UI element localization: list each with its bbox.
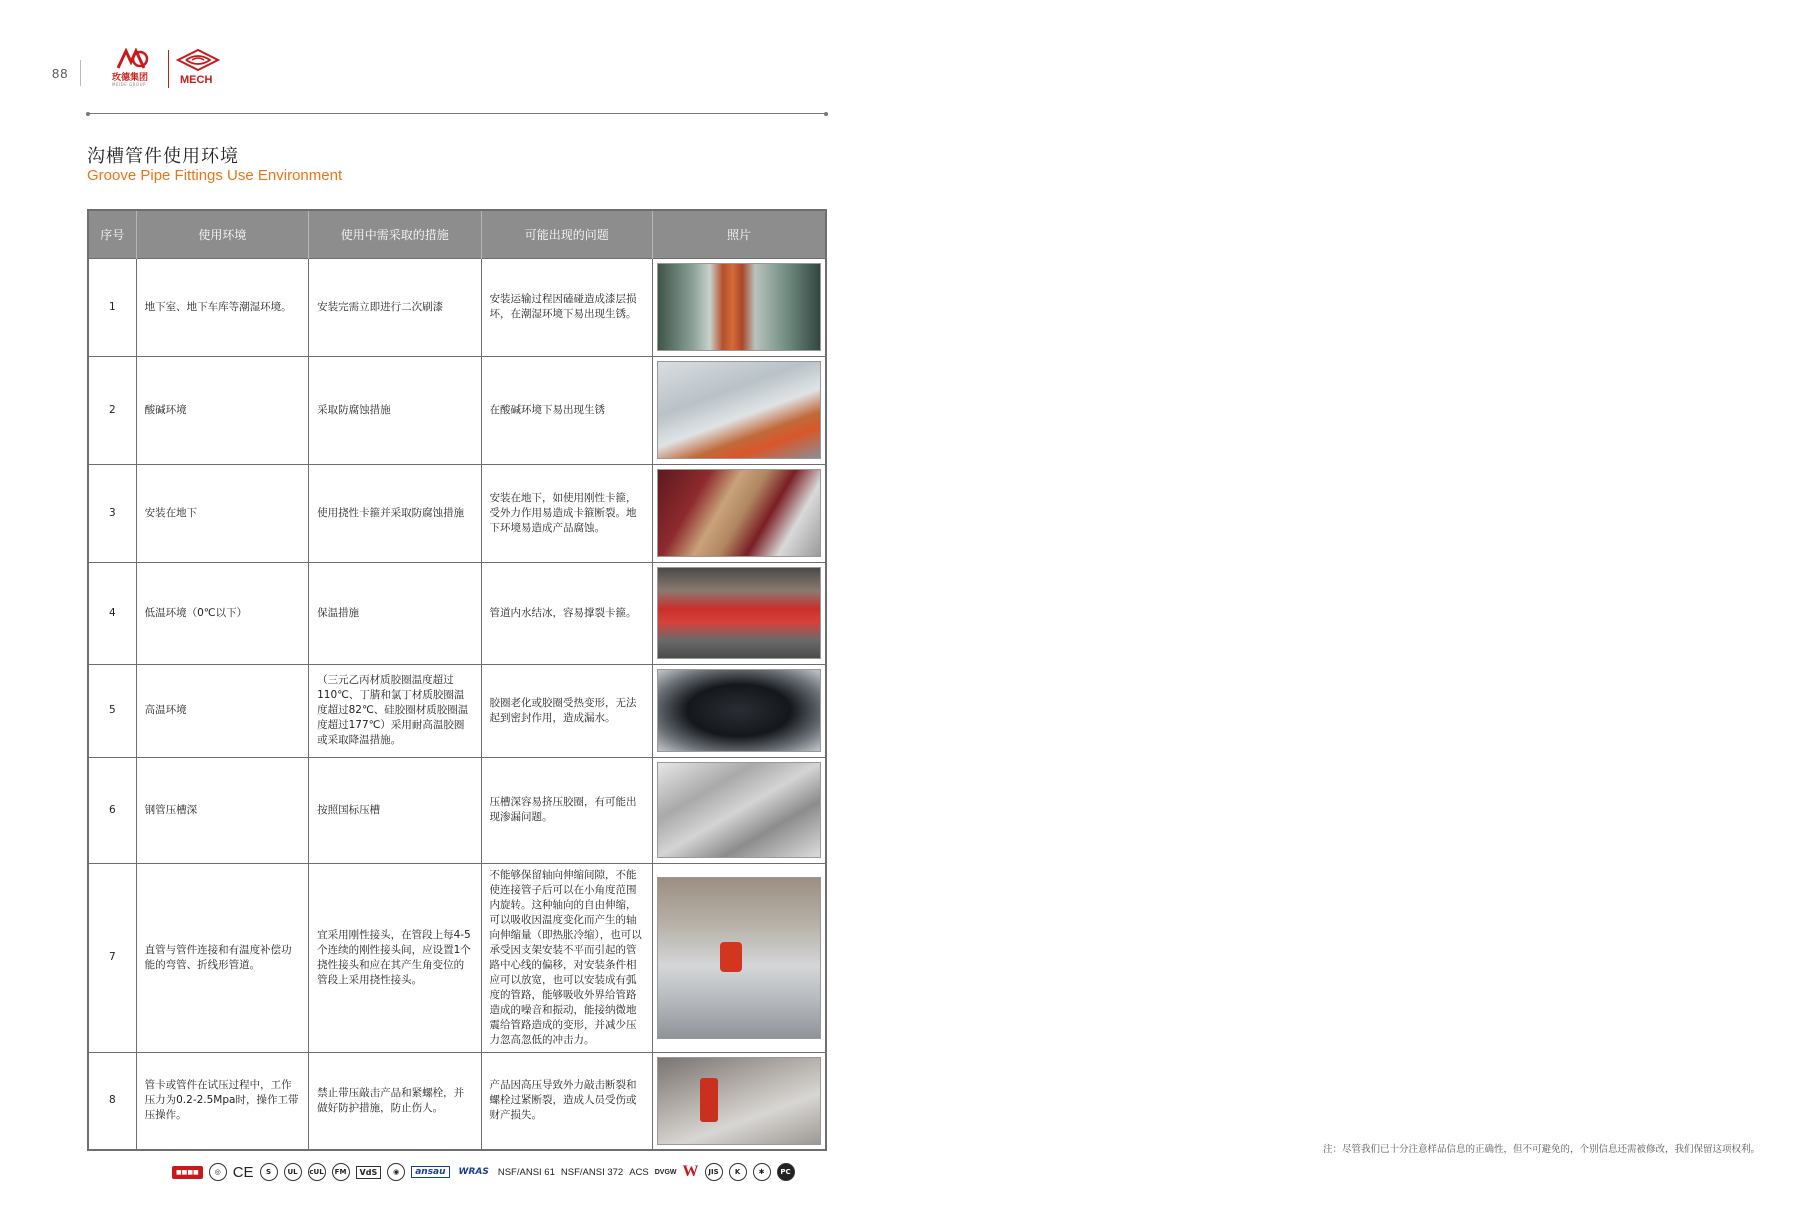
photo-deformed-gasket: [657, 669, 821, 752]
page-number: 88: [52, 66, 69, 81]
photo-deep-groove: [657, 762, 821, 858]
cert-round-icon: ◎: [209, 1163, 227, 1181]
cert-w: W: [682, 1163, 699, 1180]
cert-ul-listed-icon: cUL: [308, 1163, 326, 1181]
red-elbow-fitting: [720, 942, 742, 972]
row-problem: 管道内水结冰，容易撑裂卡箍。: [481, 562, 652, 664]
row-env: 酸碱环境: [136, 356, 308, 464]
cert-nsf61: NSF/ANSI 61: [497, 1166, 555, 1178]
row-measure: 禁止带压敲击产品和紧螺栓，并做好防护措施，防止伤人。: [309, 1052, 481, 1150]
table-row: [88, 1052, 826, 1150]
row-env: 直管与管件连接和有温度补偿功能的弯管、折线形管道。: [136, 863, 308, 1052]
cert-ul-icon: UL: [284, 1163, 302, 1181]
brand-en: MEIDE GROUP: [112, 82, 146, 87]
row-num: 1: [88, 258, 136, 356]
cert-seal-icon: ✱: [753, 1163, 771, 1181]
cert-nsf372: NSF/ANSI 372: [560, 1166, 624, 1178]
row-measure: 保温措施: [309, 562, 481, 664]
row-measure: 安装完需立即进行二次刷漆: [309, 258, 481, 356]
header-problem: 可能出现的问题: [481, 210, 652, 258]
row-num: 7: [88, 863, 136, 1052]
row-num: 6: [88, 757, 136, 863]
row-env: 钢管压槽深: [136, 757, 308, 863]
row-env: 管卡或管件在试压过程中，工作压力为0.2-2.5Mpa时，操作工带压操作。: [136, 1052, 308, 1150]
cert-wras: WRAS: [458, 1167, 489, 1177]
photo-corroded-pipe: [657, 361, 821, 459]
cert-dvgw: DVGW: [654, 1168, 677, 1176]
row-problem: 在酸碱环境下易出现生锈: [481, 356, 652, 464]
cert-fm-approved-icon: FM: [332, 1163, 350, 1181]
row-problem: 产品因高压导致外力敲击断裂和螺栓过紧断裂，造成人员受伤或财产损失。: [481, 1052, 652, 1150]
page-title-cn: 沟槽管件使用环境: [87, 146, 239, 167]
cert-kc-icon: K: [729, 1163, 747, 1181]
company-logo: [110, 48, 230, 90]
row-num: 4: [88, 562, 136, 664]
row-num: 3: [88, 464, 136, 562]
row-env: 高温环境: [136, 664, 308, 757]
row-num: 8: [88, 1052, 136, 1150]
header-num: 序号: [88, 210, 136, 258]
row-measure: 宜采用刚性接头，在管段上每4-5个连续的刚性接头间，应设置1个挠性接头和应在其产生角变位的管段上采用挠性接头。: [309, 863, 481, 1052]
row-problem: 不能够保留轴向伸缩间隙，不能使连接管子后可以在小角度范围内旋转。这种轴向的自由伸缩，可以吸收因温度变化而产生的轴向伸缩量（即热胀冷缩），也可以承受因支架安装不平而引起的管路中心线的偏移，对安装条件相应可以放宽，也可以安装成有弧度的管路，能够吸收外界给管路造成的噪音和振动，能接纳微地震给管路造成的变形，并减少压力忽高忽低的冲击力。: [481, 863, 652, 1052]
row-measure: 按照国标压槽: [309, 757, 481, 863]
environment-table: [87, 209, 827, 1151]
table-row: [88, 863, 826, 1052]
table-row: [88, 464, 826, 562]
photo-rusted-coupling: [657, 263, 821, 351]
row-measure: 使用挠性卡箍并采取防腐蚀措施: [309, 464, 481, 562]
cert-s-mark-icon: S: [260, 1163, 278, 1181]
mech-logo: [176, 48, 226, 90]
row-problem: 压槽深容易挤压胶圈，有可能出现渗漏问题。: [481, 757, 652, 863]
row-measure: （三元乙丙材质胶圈温度超过110℃、丁腈和氯丁材质胶圈温度超过82℃、硅胶圈材质胶圈温度超过177℃）采用耐高温胶圈或采取降温措施。: [309, 664, 481, 757]
mech-emblem-icon: [176, 48, 220, 72]
row-measure: 采取防腐蚀措施: [309, 356, 481, 464]
header-env: 使用环境: [136, 210, 308, 258]
row-env: 安装在地下: [136, 464, 308, 562]
meide-emblem-icon: [116, 48, 150, 70]
row-env: 地下室、地下车库等潮湿环境。: [136, 258, 308, 356]
row-num: 2: [88, 356, 136, 464]
table-row: [88, 356, 826, 464]
disclaimer-footnote: 注：尽管我们已十分注意样品信息的正确性，但不可避免的，个别信息还需被修改，我们保留这项权利。: [1323, 1144, 1761, 1155]
cert-acs: ACS: [629, 1166, 649, 1178]
row-env: 低温环境（0℃以下）: [136, 562, 308, 664]
photo-pressure-test: [657, 1057, 821, 1145]
photo-pipe-elbow: [657, 877, 821, 1039]
header-photo: 照片: [652, 210, 826, 258]
cert-jis: JIS: [705, 1163, 723, 1181]
table-row: [88, 664, 826, 757]
mech-text: MECH: [180, 74, 213, 86]
header-measure: 使用中需采取的措施: [309, 210, 481, 258]
cert-pc-icon: PC: [777, 1163, 795, 1181]
table-row: [88, 757, 826, 863]
row-num: 5: [88, 664, 136, 757]
cert-ansau: ansau: [411, 1166, 449, 1178]
row-problem: 安装运输过程因磕碰造成漆层损坏，在潮湿环境下易出现生锈。: [481, 258, 652, 356]
cert-ce: CE: [232, 1163, 254, 1181]
photo-cracked-coupling: [657, 567, 821, 659]
cert-red-badge-icon: ■■■■: [172, 1166, 203, 1179]
brand-cn: 玫德集团: [112, 73, 149, 83]
rule-dot-right: [824, 112, 828, 116]
cert-small-seal-icon: ◉: [387, 1163, 405, 1181]
table-row: [88, 258, 826, 356]
row-problem: 安装在地下，如使用刚性卡箍，受外力作用易造成卡箍断裂。地下环境易造成产品腐蚀。: [481, 464, 652, 562]
meide-logo: [110, 48, 160, 90]
certification-bar: [172, 1160, 795, 1184]
logo-separator: [168, 50, 169, 88]
photo-broken-clamp: [657, 469, 821, 557]
table-header-row: [88, 210, 826, 258]
page-number-divider: [80, 60, 81, 86]
row-problem: 胶圈老化或胶圈受热变形，无法起到密封作用，造成漏水。: [481, 664, 652, 757]
rule-dot-left: [86, 112, 90, 116]
header-rule: [88, 113, 826, 114]
table-row: [88, 562, 826, 664]
red-fitting: [700, 1078, 718, 1122]
cert-vds: VdS: [356, 1166, 382, 1179]
page-title-en: Groove Pipe Fittings Use Environment: [87, 167, 343, 184]
